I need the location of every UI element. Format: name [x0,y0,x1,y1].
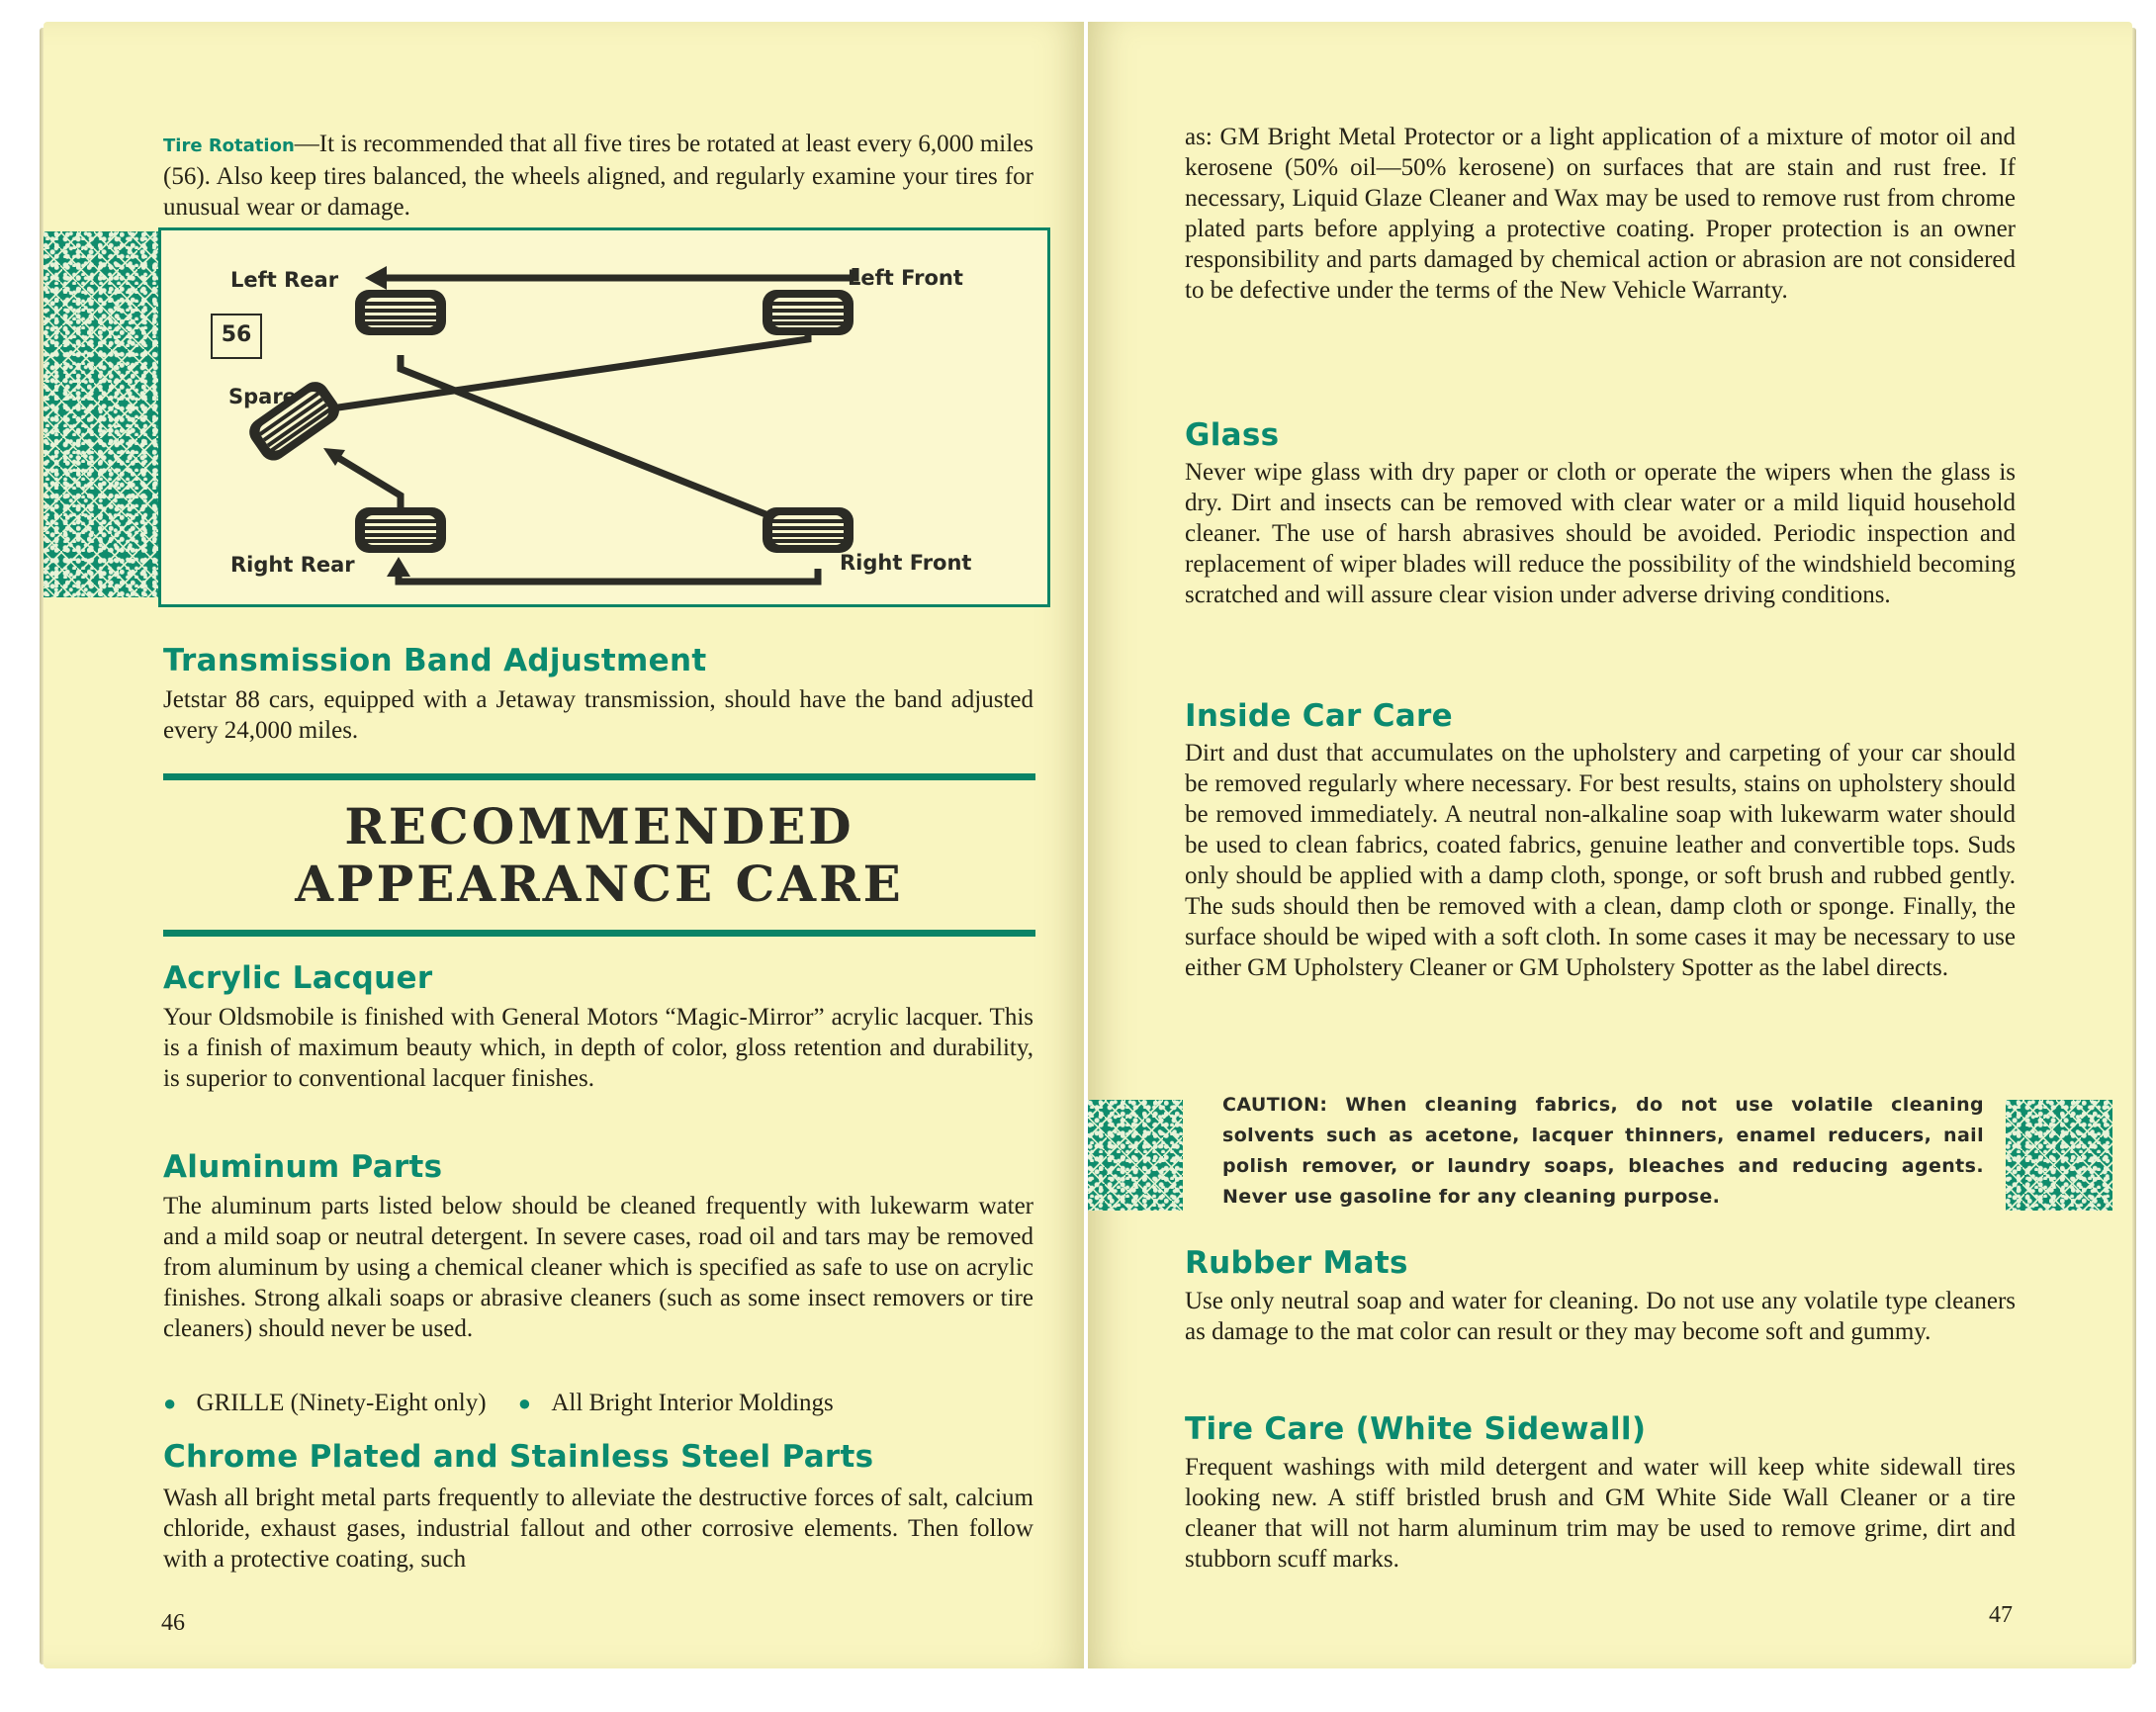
page-number-right: 47 [1989,1602,2013,1628]
glass-text: Never wipe glass with dry paper or cloth or operate the wipers when the glass is dry. Dirt and insects can be removed with clear water or a mild liquid household cleaner. The use of harsh abrasives should be avoided. Periodic inspection and replacement of wiper blades will reduce the possibility of the windshield becoming scratched and will assure clear vision under adverse driving conditions. [1185,459,2016,608]
section-title-line1: RECOMMENDED [344,797,854,856]
rotation-path-left-rear-to-right-front [401,355,818,535]
figure-number-box: 56 [211,314,262,359]
aluminum-text: The aluminum parts listed below should be cleaned frequently with lukewarm water and a mild soap or neutral detergent. In severe cases, road oil and tars may be removed from aluminum by using a chemical cleaner which is specified as safe to use on acrylic finishes. Strong alkali soaps or abrasive cleaners (such as some insect removers or tire cleaners) should never be used. [163,1193,1033,1342]
decorative-pattern-left [44,231,160,597]
label-left-front: Left Front [848,266,963,290]
aluminum-bullet-list [163,1388,1033,1418]
section-rule-bottom [163,930,1035,937]
section-title-line2: APPEARANCE CARE [295,855,904,913]
inside-heading: Inside Car Care [1185,698,1453,734]
rotation-path-bottom [399,569,818,582]
transmission-heading: Transmission Band Adjustment [163,643,707,678]
right-page [1088,22,2132,1668]
caution-note: CAUTION: When cleaning fabrics, do not use volatile cleaning solvents such as acetone, lacquer thinners, enamel reducers, nail polish remover, or laundry soaps, bleaches and reducing agents. Never use gasoline for any cleaning purpose. [1222,1094,1984,1208]
tire-care-heading: Tire Care (White Sidewall) [1185,1411,1647,1447]
section-rule-top [163,773,1035,780]
tire-right-rear [355,507,446,553]
arrowhead-left-rear [365,266,387,290]
aluminum-heading: Aluminum Parts [163,1149,443,1185]
label-left-rear: Left Rear [230,268,339,292]
bullet-dot-icon: ● [517,1391,532,1415]
rubber-mats-text: Use only neutral soap and water for cleaning. Do not use any volatile type cleaners as damage to the mat color can result or they may become soft and gummy. [1185,1288,2016,1345]
tire-rotation-diagram [158,227,1050,607]
bullet-item-grille: GRILLE (Ninety-Eight only) [196,1390,487,1416]
left-page [44,22,1084,1668]
chrome-heading: Chrome Plated and Stainless Steel Parts [163,1439,874,1475]
acrylic-text: Your Oldsmobile is finished with General Motors “Magic-Mirror” acrylic lacquer. This is a finish of maximum beauty which, in depth of color, gloss retention and durability, is superior to conventional lacquer finishes. [163,1004,1033,1092]
rotation-path-right-rear-to-spare [335,456,401,511]
transmission-text: Jetstar 88 cars, equipped with a Jetaway transmission, should have the band adjusted every 24,000 miles. [163,686,1033,744]
rotation-path-spare-to-left-front [291,327,808,414]
label-spare: Spare [228,385,297,408]
acrylic-heading: Acrylic Lacquer [163,960,433,996]
tire-rotation-text: —It is recommended that all five tires be rotated at least every 6,000 miles (56). Also keep tires balanced, the wheels aligned, and regularly examine your tires for unusual wear or damage. [163,131,1033,221]
tire-rotation-heading: Tire Rotation [163,135,295,156]
tire-rotation-paragraph [163,129,1033,223]
label-right-rear: Right Rear [230,553,355,577]
arrowhead-right-rear [387,557,410,577]
tire-left-front [763,290,853,335]
bullet-dot-icon: ● [163,1391,177,1415]
glass-heading: Glass [1185,417,1280,453]
inside-text: Dirt and dust that accumulates on the upholstery and carpeting of your car should be removed regularly where necessary. For best results, stains on upholstery should be removed immediately. A neutral non-alkaline soap with lukewarm water should be used to clean fabrics, coated fabrics, genuine leather and convertible tops. Suds only should be applied with a damp cloth, sponge, or soft brush and rubbed gently. The suds should then be removed with a clean, damp cloth or sponge. Finally, the surface should be wiped with a soft cloth. In some cases it may be necessary to use either GM Upholstery Cleaner or GM Upholstery Spotter as the label directs. [1185,740,2016,981]
bullet-item-moldings: All Bright Interior Moldings [551,1390,834,1416]
tire-left-rear [355,290,446,335]
page-number-left: 46 [161,1610,185,1636]
decorative-pattern-caution-left [1088,1100,1183,1211]
tire-right-front [763,507,853,553]
decorative-pattern-caution-right [2006,1100,2112,1211]
chrome-text: Wash all bright metal parts frequently to alleviate the destructive forces of salt, calcium chloride, exhaust gases, industrial fallout and other corrosive elements. Then follow with a protective coating, such [163,1485,1033,1573]
chrome-continued-text: as: GM Bright Metal Protector or a light application of a mixture of motor oil and kerosene (50% oil—50% kerosene) on surfaces that are stain and rust free. If necessary, Liquid Glaze Cleaner and Wax may be used to remove rust from chrome plated parts before applying a protective coating. Proper protection is an owner responsibility and parts damaged by chemical action or abrasion are not considered to be defective under the terms of the New Vehicle Warranty. [1185,124,2016,304]
label-right-front: Right Front [840,551,972,575]
rubber-mats-heading: Rubber Mats [1185,1245,1408,1281]
tire-care-text: Frequent washings with mild detergent and water will keep white sidewall tires looking new. A stiff bristled brush and GM White Side Wall Cleaner or a tire cleaner that will not harm aluminum trim may be used to remove grime, dirt and stubborn scuff marks. [1185,1454,2016,1573]
